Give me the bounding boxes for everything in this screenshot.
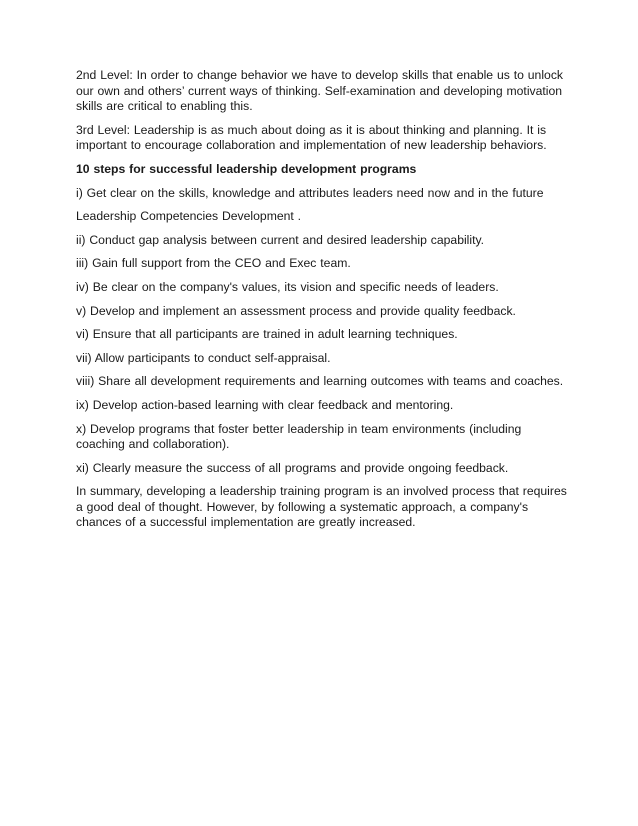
level-2-paragraph: 2nd Level: In order to change behavior we have to develop skills that enable us to unlock our own and others’ current ways of thinking. Self-examination and developing motivation skills are critical to enabling this.	[76, 68, 564, 114]
step-item: v) Develop and implement an assessment process and provide quality feedback.	[76, 303, 516, 318]
level-3-paragraph: 3rd Level: Leadership is as much about doing as it is about thinking and planning. It is important to encourage collaboration and implementation of new leadership behaviors.	[76, 122, 547, 153]
step-item: xi) Clearly measure the success of all programs and provide ongoing feedback.	[76, 460, 509, 475]
step-item: vi) Ensure that all participants are trained in adult learning techniques.	[76, 327, 458, 342]
step-item: viii) Share all development requirements and learning outcomes with teams and coaches.	[76, 374, 564, 389]
step-item: x) Develop programs that foster better leadership in team environments (including coaching and collaboration).	[76, 421, 522, 452]
section-heading: 10 steps for successful leadership development programs	[76, 161, 417, 176]
step-item: ii) Conduct gap analysis between current and desired leadership capability.	[76, 232, 485, 247]
step-item: iii) Gain full support from the CEO and Exec team.	[76, 256, 351, 271]
step-item: vii) Allow participants to conduct self-appraisal.	[76, 350, 331, 365]
step-item: i) Get clear on the skills, knowledge and attributes leaders need now and in the future	[76, 185, 544, 200]
summary-paragraph: In summary, developing a leadership training program is an involved process that requires a good deal of thought. However, by following a systematic approach, a company's chances of a successful implementation are greatly increased.	[76, 484, 567, 530]
step-item: Leadership Competencies Development .	[76, 209, 302, 224]
document-page	[76, 68, 570, 539]
step-item: ix) Develop action-based learning with clear feedback and mentoring.	[76, 397, 454, 412]
step-item: iv) Be clear on the company's values, its vision and specific needs of leaders.	[76, 279, 499, 294]
